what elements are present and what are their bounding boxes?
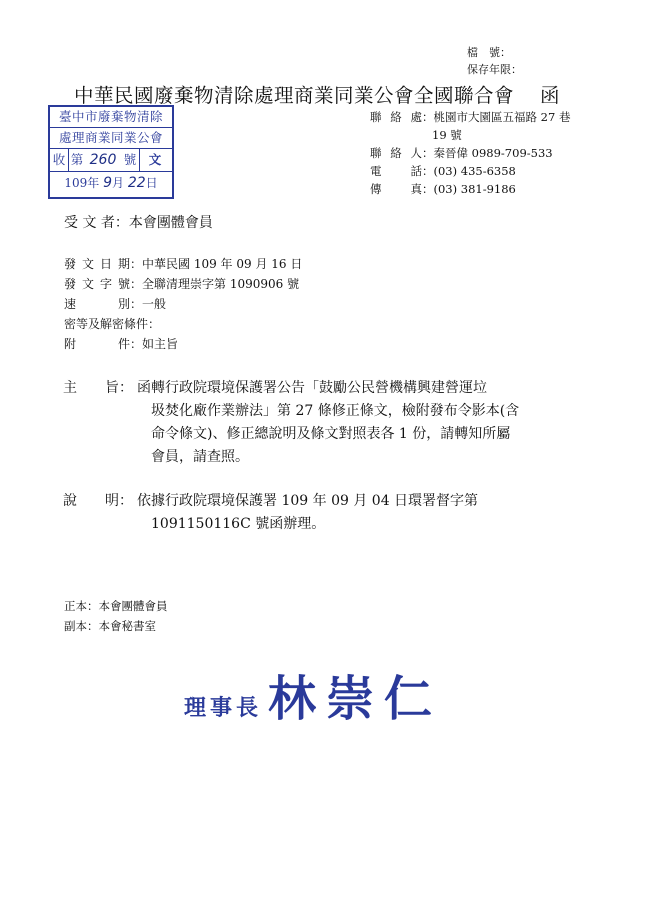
retention-label: 保存年限： <box>467 63 522 76</box>
issue-date-label: 發文日期 <box>64 257 130 271</box>
attachment-row: 附 件：如主旨 <box>64 334 302 354</box>
chairman-signature <box>184 660 442 729</box>
explanation-line: 依據行政院環境保護署 109 年 09 月 04 日環署督字第 <box>137 493 479 509</box>
fax-label: 傳 真 <box>370 182 422 196</box>
issue-date: 中華民國 109 年 09 月 16 日 <box>142 257 303 271</box>
contact-phone: (03) 435-6358 <box>433 164 516 178</box>
attachment-label: 附 件 <box>64 337 130 351</box>
subject-label: 主 旨： <box>63 380 133 396</box>
stamp-number-row <box>50 149 172 172</box>
stamp-year: 109 <box>64 176 88 190</box>
stamp-wen: 文 <box>148 152 162 167</box>
subject-line: 圾焚化廠作業辦法」第 27 條修正條文，檢附發布令影本(含 <box>151 403 520 419</box>
recipient-label: 受 文 者： <box>64 215 129 231</box>
phone-label: 電 話 <box>370 164 422 178</box>
contact-address-row: 聯 絡 處：桃園市大園區五福路 27 巷 <box>370 110 571 124</box>
stamp-month: 9 <box>103 175 112 191</box>
speed-row: 速 別：一般 <box>64 294 302 314</box>
secret-row <box>64 314 302 334</box>
reference-number: 全聯清理崇字第 1090906 號 <box>142 277 300 291</box>
contact-fax: (03) 381-9186 <box>433 182 516 196</box>
stamp-no-prefix: 第 <box>70 152 84 167</box>
stamp-number: 260 <box>89 152 117 168</box>
subject-line: 會員，請查照。 <box>151 449 249 465</box>
speed-value: 一般 <box>142 297 167 311</box>
reference-label: 發文字號 <box>64 277 130 291</box>
stamp-day: 22 <box>127 175 146 191</box>
explanation-label: 說 明： <box>63 493 133 509</box>
original-recipient: 正本：本會團體會員 <box>64 599 168 613</box>
file-no-label: 檔 號： <box>467 46 511 59</box>
subject-body <box>137 377 637 469</box>
received-stamp <box>48 105 174 199</box>
contact-fax-row: 傳 真：(03) 381-9186 <box>370 182 516 196</box>
stamp-year-unit: 年 <box>87 176 100 190</box>
meta-block <box>64 254 302 354</box>
stamp-day-unit: 日 <box>145 176 158 190</box>
subject-line: 命令條文)、修正總說明及條文對照表各 1 份，請轉知所屬 <box>151 426 511 442</box>
contact-person: 秦晉偉 0989-709-533 <box>433 146 553 160</box>
stamp-line1: 臺中市廢棄物清除 <box>50 107 172 128</box>
signature-title: 理事長 <box>184 695 263 721</box>
copy-recipient: 副本：本會秘書室 <box>64 619 156 633</box>
reference-row: 發文字號：全聯清理崇字第 1090906 號 <box>64 274 302 294</box>
recipient-row <box>64 212 213 232</box>
stamp-month-unit: 月 <box>111 176 124 190</box>
doc-type: 函 <box>540 84 561 107</box>
stamp-no-suffix: 號 <box>121 149 140 171</box>
stamp-recv: 收 <box>50 149 69 171</box>
issue-date-row: 發文日期：中華民國 109 年 09 月 16 日 <box>64 254 302 274</box>
explanation-body <box>137 490 637 536</box>
copies-block <box>64 596 168 636</box>
signature-name: 林崇仁 <box>268 671 443 727</box>
attachment-value: 如主旨 <box>142 337 179 351</box>
contact-block <box>370 108 570 198</box>
speed-label: 速 別 <box>64 297 130 311</box>
secret-label: 密等及解密條件： <box>64 317 161 331</box>
file-info <box>467 44 522 78</box>
contact-person-row: 聯 絡 人：秦晉偉 0989-709-533 <box>370 146 553 160</box>
explanation-line: 1091150116C 號函辦理。 <box>151 516 326 532</box>
address-label: 聯 絡 處 <box>370 110 422 124</box>
contact-phone-row: 電 話：(03) 435-6358 <box>370 164 516 178</box>
address-line1: 桃園市大園區五福路 27 巷 <box>433 110 571 124</box>
person-label: 聯 絡 人 <box>370 146 422 160</box>
org-name: 中華民國廢棄物清除處理商業同業公會全國聯合會 <box>74 84 515 107</box>
recipient-value: 本會團體會員 <box>128 215 213 231</box>
document-title <box>74 80 560 108</box>
stamp-date-row <box>50 172 172 194</box>
subject-line: 函轉行政院環境保護署公告「鼓勵公民營機構興建營運垃 <box>137 380 487 396</box>
address-line2: 19 號 <box>432 128 462 142</box>
stamp-line2: 處理商業同業公會 <box>50 128 172 149</box>
